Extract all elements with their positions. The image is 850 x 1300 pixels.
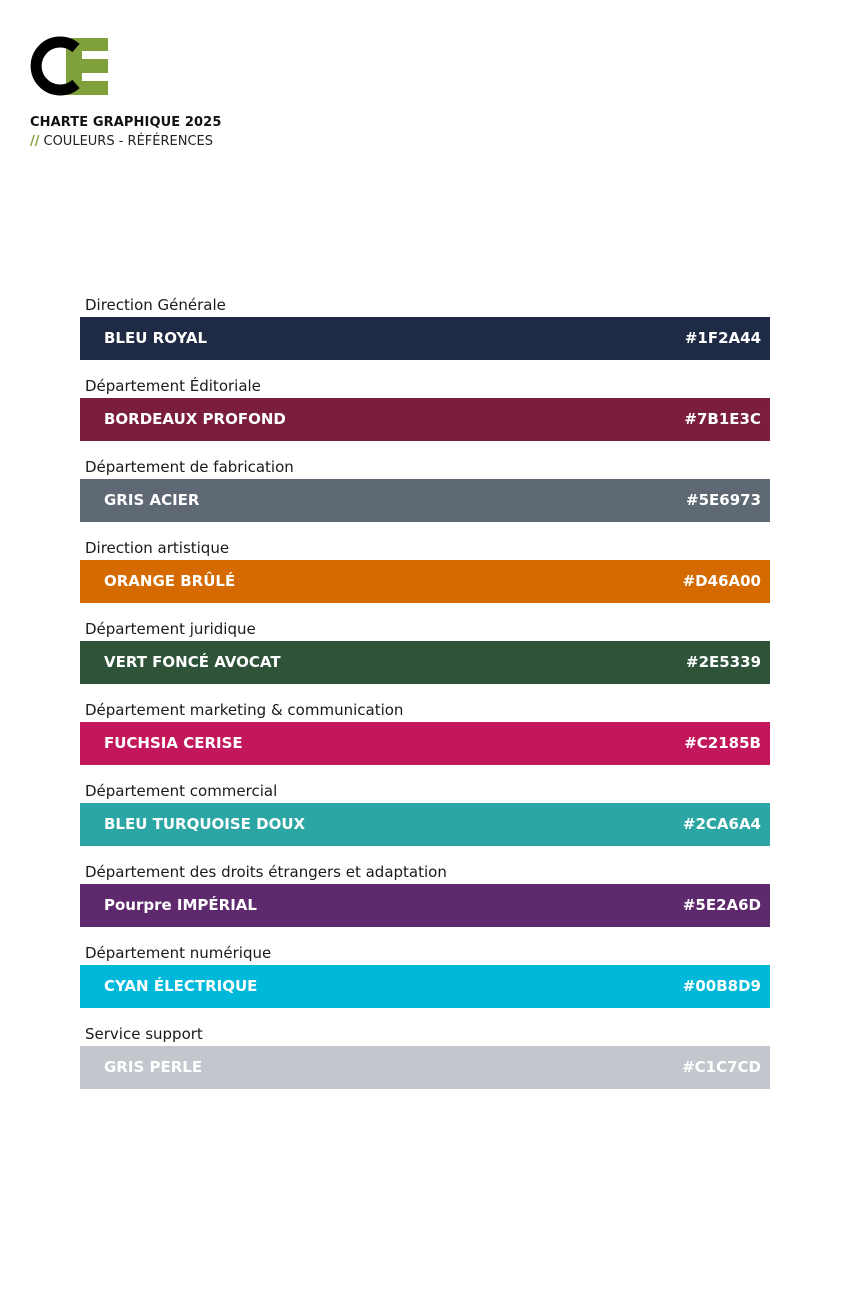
department-label: Département Éditoriale	[85, 377, 261, 395]
color-hex-code: #1F2A44	[684, 329, 761, 347]
color-bar	[80, 641, 770, 684]
swatch-group	[80, 863, 770, 944]
document-title: CHARTE GRAPHIQUE 2025	[30, 115, 222, 130]
swatch-group	[80, 620, 770, 701]
swatch-group	[80, 944, 770, 1025]
swatch-group	[80, 1025, 770, 1106]
color-name: BORDEAUX PROFOND	[104, 410, 286, 428]
color-bar	[80, 560, 770, 603]
color-bar	[80, 722, 770, 765]
department-label: Département des droits étrangers et adaptation	[85, 863, 447, 881]
swatch-group	[80, 539, 770, 620]
color-bar	[80, 884, 770, 927]
color-name: VERT FONCÉ AVOCAT	[104, 653, 281, 671]
color-hex-code: #5E2A6D	[682, 896, 761, 914]
color-bar	[80, 965, 770, 1008]
swatch-group	[80, 296, 770, 377]
swatch-group	[80, 458, 770, 539]
color-name: ORANGE BRÛLÉ	[104, 572, 236, 590]
department-label: Département marketing & communication	[85, 701, 404, 719]
swatch-group	[80, 782, 770, 863]
color-hex-code: #2E5339	[686, 653, 761, 671]
color-hex-code: #C1C7CD	[682, 1058, 761, 1076]
color-bar	[80, 398, 770, 441]
color-hex-code: #7B1E3C	[684, 410, 761, 428]
department-label: Service support	[85, 1025, 203, 1043]
company-logo	[22, 36, 112, 98]
color-bar	[80, 1046, 770, 1089]
color-bar	[80, 803, 770, 846]
document-subtitle	[30, 134, 213, 149]
department-label: Direction artistique	[85, 539, 230, 557]
color-hex-code: #5E6973	[686, 491, 761, 509]
color-hex-code: #D46A00	[682, 572, 761, 590]
color-bar	[80, 317, 770, 360]
color-name: CYAN ÉLECTRIQUE	[104, 977, 258, 995]
color-hex-code: #00B8D9	[682, 977, 761, 995]
color-name: GRIS PERLE	[104, 1058, 203, 1076]
color-hex-code: #2CA6A4	[682, 815, 761, 833]
subtitle-text: COULEURS - RÉFÉRENCES	[43, 134, 213, 149]
color-name: BLEU TURQUOISE DOUX	[104, 815, 306, 833]
department-label: Département juridique	[85, 620, 256, 638]
color-name: BLEU ROYAL	[104, 329, 208, 347]
subtitle-slashes: //	[30, 134, 40, 149]
department-label: Département commercial	[85, 782, 278, 800]
department-label: Direction Générale	[85, 296, 226, 314]
color-name: Pourpre IMPÉRIAL	[104, 896, 257, 914]
department-label: Département de fabrication	[85, 458, 294, 476]
color-name: FUCHSIA CERISE	[104, 734, 243, 752]
department-label: Département numérique	[85, 944, 272, 962]
swatch-group	[80, 701, 770, 782]
color-name: GRIS ACIER	[104, 491, 200, 509]
swatch-group	[80, 377, 770, 458]
color-bar	[80, 479, 770, 522]
color-swatch-list	[80, 296, 770, 1106]
color-hex-code: #C2185B	[684, 734, 761, 752]
